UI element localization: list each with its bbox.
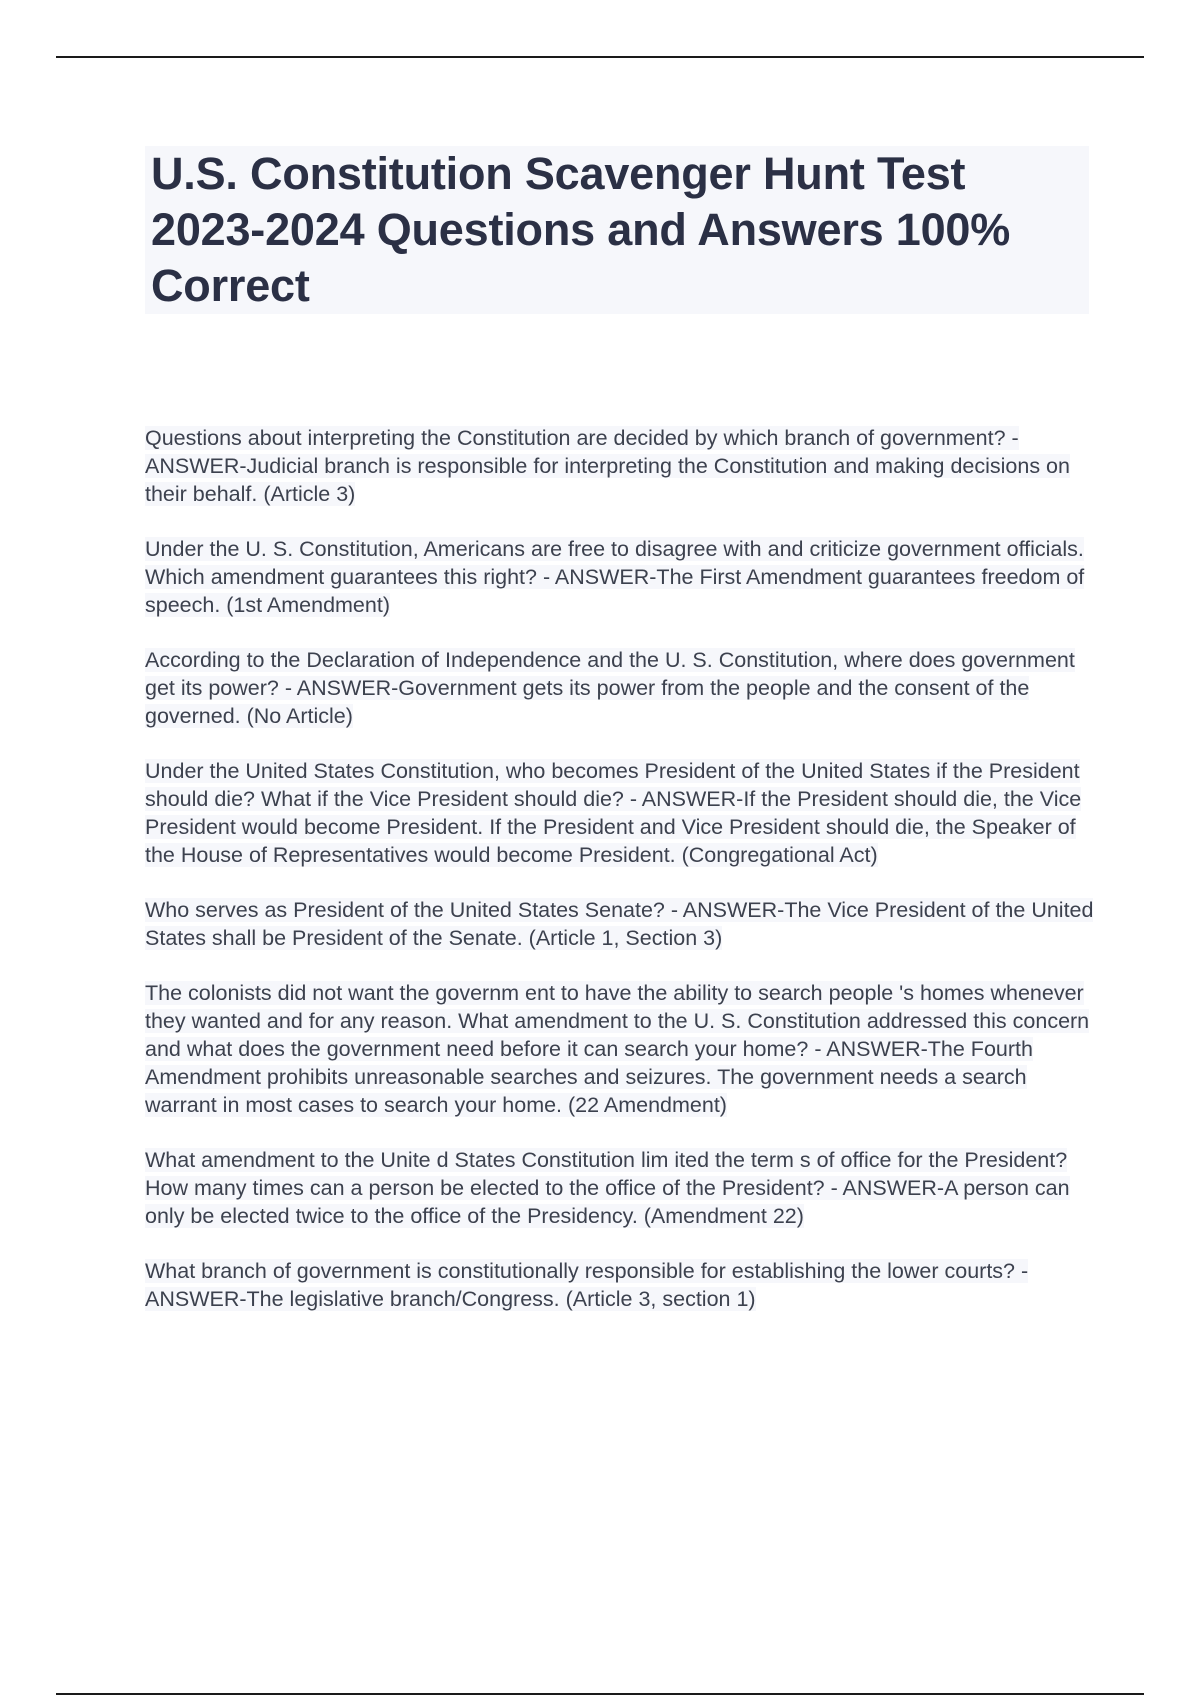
qa-text: According to the Declaration of Independence and the U. S. Constitution, where does government get its power? - ANSWER-Government gets its power from the people and the consent of the governed. (No Article) (145, 648, 1075, 728)
qa-text: What branch of government is constitutionally responsible for establishing the lower courts? - ANSWER-The legislative branch/Congress. (Article 3, section 1) (145, 1259, 1029, 1311)
bottom-divider (56, 1693, 1144, 1695)
qa-item-7 (145, 1146, 1095, 1230)
title-block (145, 146, 1089, 314)
document-title: U.S. Constitution Scavenger Hunt Test 2023-2024 Questions and Answers 100% Correct (151, 148, 1011, 311)
qa-item-1 (145, 424, 1095, 508)
qa-text: Under the United States Constitution, who becomes President of the United States if the President should die? What if the Vice President should die? - ANSWER-If the President should die, the Vice President would become President. If the President and Vice President should die, the Speaker of the House of Representatives would become President. (Congregational Act) (145, 759, 1082, 867)
qa-text: Questions about interpreting the Constitution are decided by which branch of government? - ANSWER-Judicial branch is responsible for interpreting the Constitution and making decisions on their behalf. (Article 3) (145, 426, 1070, 506)
top-divider (56, 56, 1144, 58)
qa-item-3 (145, 646, 1095, 730)
qa-text: Who serves as President of the United States Senate? - ANSWER-The Vice President of the United States shall be President of the Senate. (Article 1, Section 3) (145, 898, 1094, 950)
qa-text: Under the U. S. Constitution, Americans are free to disagree with and criticize government officials. Which amendment guarantees this right? - ANSWER-The First Amendment guarantees freedom of speech. (1st Amendment) (145, 537, 1085, 617)
qa-item-6 (145, 979, 1095, 1119)
qa-text: The colonists did not want the governm ent to have the ability to search people 's homes whenever they wanted and for any reason. What amendment to the U. S. Constitution addressed this concern and what does the government need before it can search your home? - ANSWER-The Fourth Amendment prohibits unreasonable searches and seizures. The government needs a search warrant in most cases to search your home. (22 Amendment) (145, 981, 1090, 1117)
qa-item-8 (145, 1257, 1095, 1313)
qa-item-2 (145, 535, 1095, 619)
qa-item-4 (145, 757, 1095, 869)
qa-list (145, 424, 1095, 1340)
qa-text: What amendment to the Unite d States Constitution lim ited the term s of office for the President? How many times can a person be elected to the office of the President? - ANSWER-A person can only be elected twice to the office of the Presidency. (Amendment 22) (145, 1148, 1070, 1228)
qa-item-5 (145, 896, 1095, 952)
